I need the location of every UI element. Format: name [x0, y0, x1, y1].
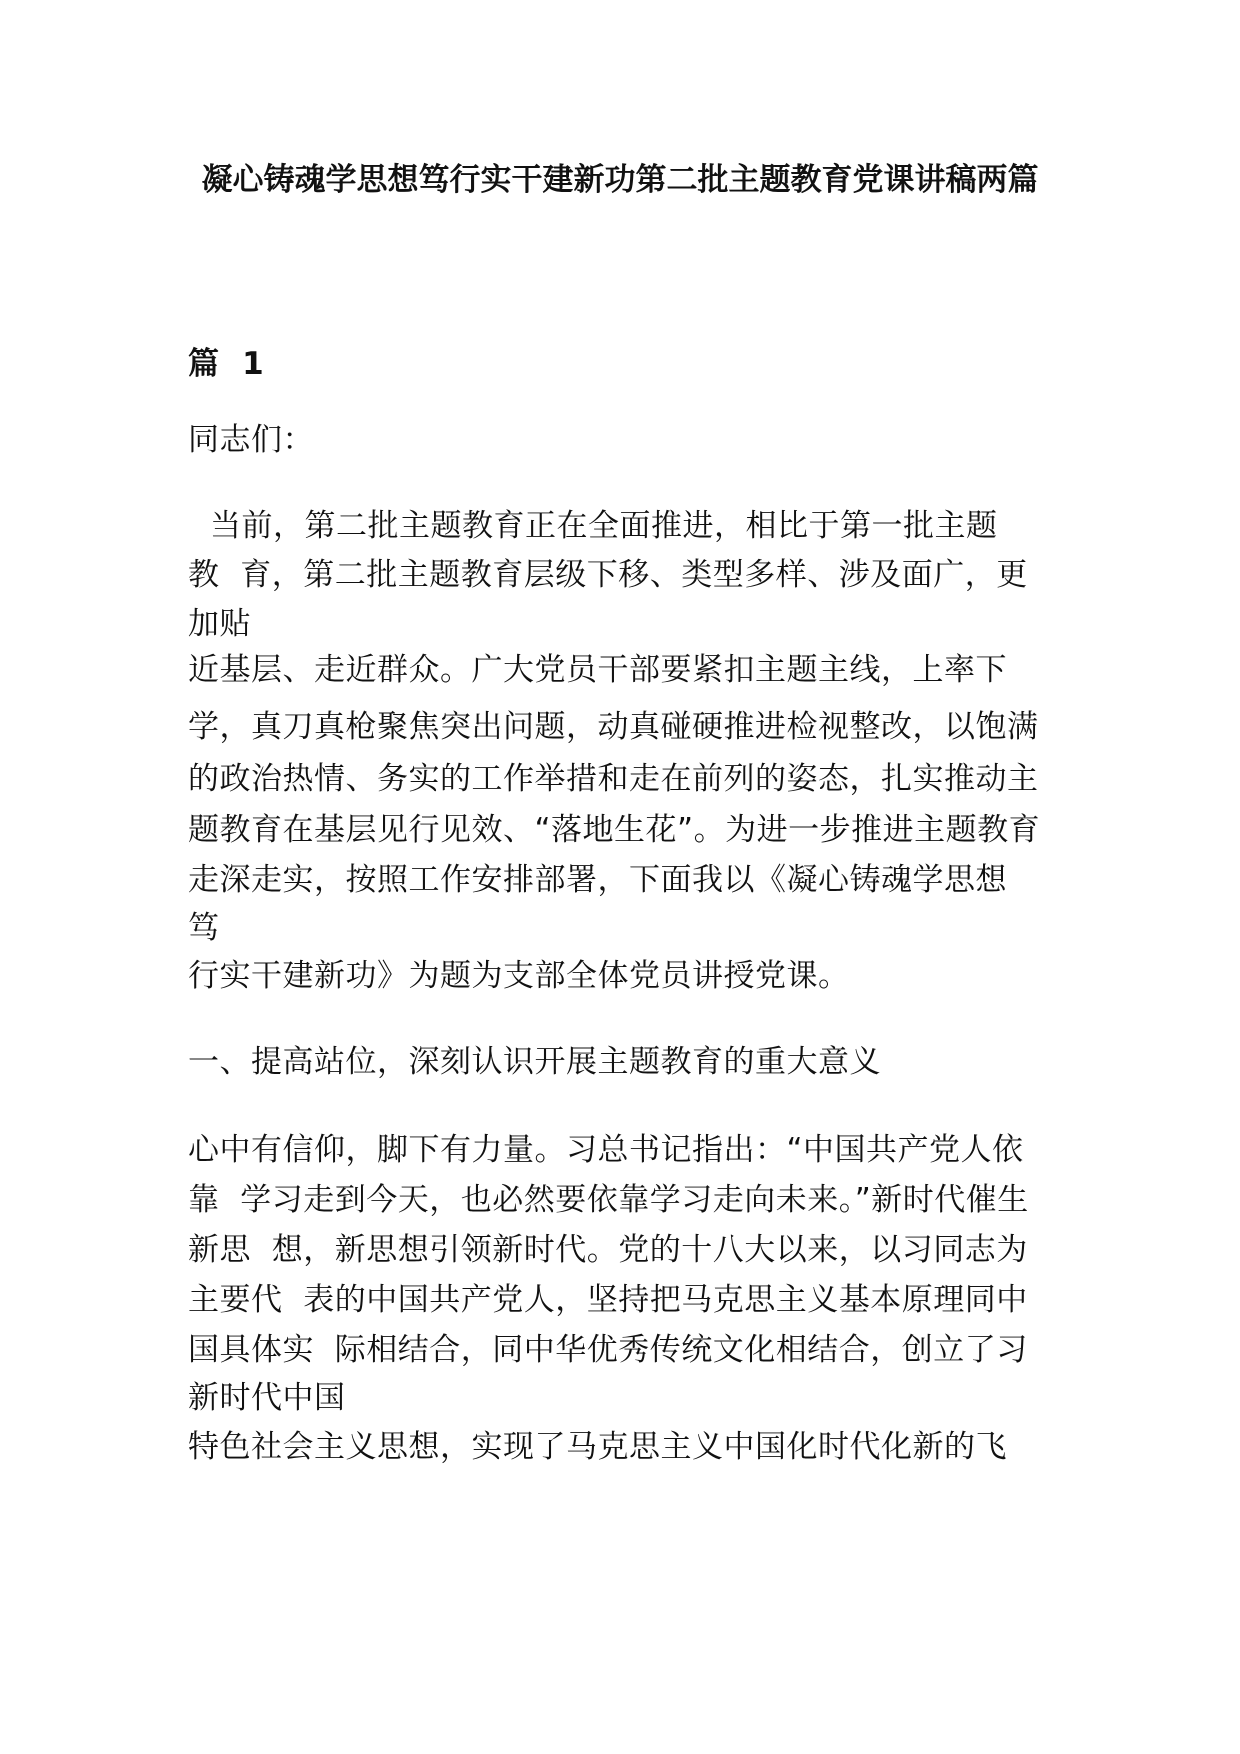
paragraph-line: 行实干建新功》为题为支部全体党员讲授党课。	[188, 958, 850, 994]
paragraph-line: 教 育，第二批主题教育层级下移、类型多样、涉及面广，更	[188, 557, 1028, 593]
paragraph-line: 近基层、走近群众。广大党员干部要紧扣主题主线，上率下	[188, 652, 1007, 688]
section-1-heading: 一、提高站位，深刻认识开展主题教育的重大意义	[188, 1044, 881, 1080]
document-title: 凝心铸魂学思想笃行实干建新功第二批主题教育党课讲稿两篇	[201, 162, 1039, 198]
paragraph-line: 笃	[188, 910, 220, 946]
paragraph-line: 新时代中国	[188, 1380, 346, 1416]
paragraph-line: 学，真刀真枪聚焦突出问题，动真碰硬推进检视整改，以饱满	[188, 709, 1039, 745]
paragraph-line: 特色社会主义思想，实现了马克思主义中国化时代化新的飞	[188, 1429, 1007, 1465]
paragraph-line: 心中有信仰，脚下有力量。习总书记指出：“中国共产党人依	[188, 1132, 1024, 1168]
paragraph-line: 走深走实，按照工作安排部署，下面我以《凝心铸魂学思想	[188, 862, 1007, 898]
paragraph-line: 题教育在基层见行见效、“落地生花”。为进一步推进主题教育	[188, 812, 1041, 848]
paragraph-line: 的政治热情、务实的工作举措和走在前列的姿态，扎实推动主	[188, 761, 1039, 797]
paragraph-line: 加贴	[188, 606, 251, 642]
greeting: 同志们：	[188, 422, 314, 458]
paragraph-line: 新思 想，新思想引领新时代。党的十八大以来，以习同志为	[188, 1232, 1028, 1268]
paragraph-line: 靠 学习走到今天，也必然要依靠学习走向未来。”新时代催生	[188, 1182, 1029, 1218]
paragraph-line: 国具体实 际相结合，同中华优秀传统文化相结合，创立了习	[188, 1332, 1028, 1368]
paragraph-line: 当前，第二批主题教育正在全面推进，相比于第一批主题	[210, 508, 998, 544]
paragraph-line: 主要代 表的中国共产党人，坚持把马克思主义基本原理同中	[188, 1282, 1028, 1318]
section-label: 篇 1	[188, 346, 265, 382]
